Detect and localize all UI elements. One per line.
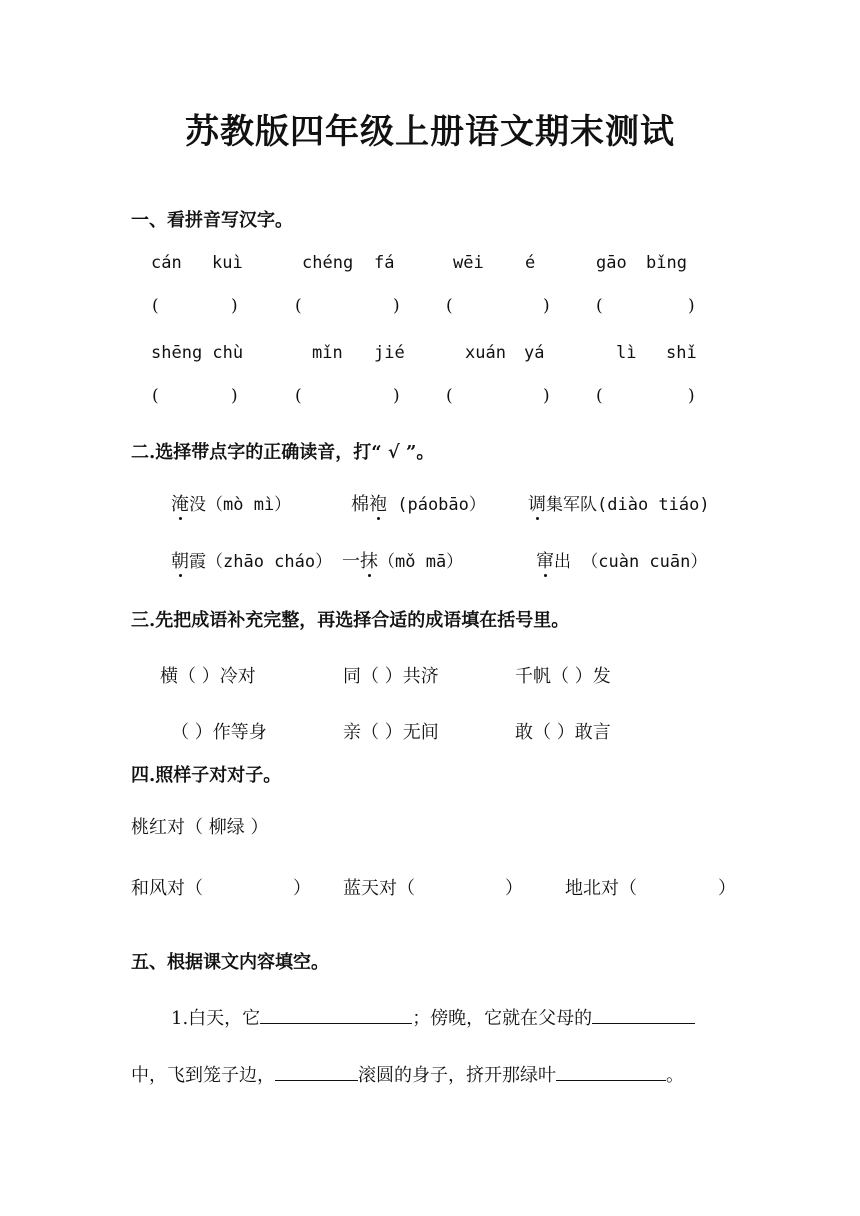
couplet-close-paren: ）	[293, 878, 311, 899]
answer-paren-left: (	[446, 296, 453, 316]
pinyin: jié	[374, 343, 405, 363]
idiom-item: 敢（ ）敢言	[515, 722, 611, 743]
couplet-close-paren: ）	[718, 878, 736, 899]
pinyin: yá	[524, 343, 545, 363]
dotted-character: 调	[528, 494, 546, 515]
reading-options: （mǒ mā）	[378, 552, 464, 572]
answer-paren-right: )	[688, 296, 695, 316]
answer-paren-right: )	[543, 386, 550, 406]
section-4-heading: 四.照样子对对子。	[131, 765, 282, 786]
fill-in-line-1	[171, 1004, 695, 1030]
reading-item	[536, 547, 707, 573]
pinyin: é	[525, 253, 536, 273]
pinyin: wēi	[453, 253, 484, 273]
fill-in-text: 中，飞到笼子边，	[131, 1065, 275, 1086]
answer-paren-right: )	[231, 296, 238, 316]
fill-in-text: 滚圆的身子，挤开那绿叶	[358, 1065, 556, 1086]
section-1-heading: 一、看拼音写汉字。	[131, 210, 293, 231]
answer-paren-left: (	[152, 296, 159, 316]
idiom-item: 同（ ）共济	[343, 666, 439, 687]
answer-paren-left: (	[295, 386, 302, 406]
pinyin: lì	[616, 343, 637, 363]
couplet-item: 地北对（	[565, 878, 637, 899]
pinyin: fá	[374, 253, 395, 273]
answer-blank[interactable]	[556, 1062, 666, 1081]
reading-options: 没（mò mì）	[189, 495, 292, 515]
reading-options: 出 （cuàn cuān）	[554, 552, 708, 572]
answer-blank[interactable]	[260, 1005, 412, 1024]
answer-paren-right: )	[543, 296, 550, 316]
reading-options: 霞（zhāo cháo）	[189, 552, 333, 572]
answer-paren-right: )	[393, 296, 400, 316]
dotted-character: 窜	[536, 551, 554, 572]
idiom-item: 横（ ）冷对	[160, 666, 256, 687]
couplet-close-paren: ）	[505, 878, 523, 899]
dotted-character: 朝	[171, 551, 189, 572]
answer-paren-left: (	[596, 386, 603, 406]
reading-item	[171, 490, 291, 516]
couplet-example: 桃红对（ 柳绿 ）	[131, 817, 269, 838]
reading-item	[528, 490, 710, 516]
idiom-item: 亲（ ）无间	[343, 722, 439, 743]
answer-blank[interactable]	[592, 1005, 695, 1024]
pinyin: shǐ	[666, 343, 697, 363]
pinyin: shēng chù	[151, 343, 244, 363]
couplet-item: 和风对（	[131, 878, 203, 899]
pinyin: bǐng	[646, 253, 687, 273]
answer-paren-left: (	[596, 296, 603, 316]
idiom-item: （ ）作等身	[171, 722, 267, 743]
pinyin: cán	[151, 253, 182, 273]
reading-options: 集军队(diào tiáo)	[546, 495, 710, 515]
reading-item	[351, 490, 486, 516]
pinyin: kuì	[212, 253, 243, 273]
reading-options: (páobāo）	[387, 495, 486, 515]
answer-paren-right: )	[688, 386, 695, 406]
answer-paren-right: )	[231, 386, 238, 406]
answer-paren-right: )	[393, 386, 400, 406]
dotted-character: 抹	[360, 551, 378, 572]
page-title: 苏教版四年级上册语文期末测试	[185, 112, 675, 152]
fill-in-text: ；傍晚，它就在父母的	[412, 1008, 593, 1029]
answer-paren-left: (	[152, 386, 159, 406]
section-3-heading: 三.先把成语补充完整，再选择合适的成语填在括号里。	[131, 610, 570, 631]
answer-blank[interactable]	[275, 1062, 358, 1081]
reading-item-prefix: 一	[342, 551, 360, 572]
dotted-character: 袍	[369, 494, 387, 515]
fill-in-text: 1.白天，它	[171, 1008, 261, 1029]
section-5-heading: 五、根据课文内容填空。	[131, 952, 329, 973]
pinyin: xuán	[465, 343, 506, 363]
pinyin: chéng	[302, 253, 354, 273]
section-2-heading: 二.选择带点字的正确读音，打“ √ ”。	[131, 442, 435, 463]
dotted-character: 淹	[171, 494, 189, 515]
pinyin: mǐn	[312, 343, 343, 363]
couplet-item: 蓝天对（	[343, 878, 415, 899]
reading-item-prefix: 棉	[351, 494, 369, 515]
reading-item	[171, 547, 332, 573]
fill-in-line-2	[131, 1061, 684, 1087]
idiom-item: 千帆（ ）发	[515, 666, 611, 687]
answer-paren-left: (	[295, 296, 302, 316]
reading-item	[342, 547, 463, 573]
pinyin: gāo	[596, 253, 627, 273]
fill-in-text: 。	[666, 1065, 684, 1086]
answer-paren-left: (	[446, 386, 453, 406]
